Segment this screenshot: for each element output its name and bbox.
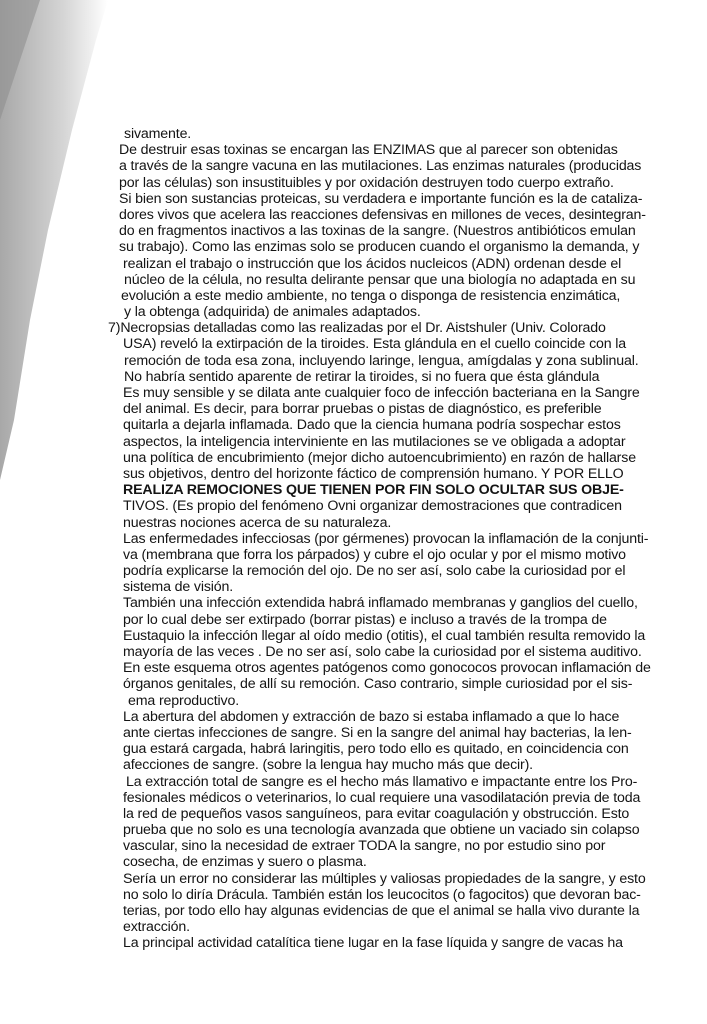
text-line: fesionales médicos o veterinarios, lo cual requiere una vasodilatación previa de toda	[123, 789, 641, 806]
text-line: mayoría de las veces . De no ser así, solo cabe la curiosidad por el sistema auditivo.	[123, 644, 642, 660]
text-line: Sería un error no considerar las múltiples y valiosas propiedades de la sangre, y esto	[123, 870, 646, 887]
text-line: vascular, sino la necesidad de extraer TODA la sangre, no por estudio sino por	[123, 838, 606, 855]
text-line: va (membrana que forra los párpados) y cubre el ojo ocular y por el mismo motivo	[123, 546, 626, 563]
text-line: La abertura del abdomen y extracción de bazo si estaba inflamado a que lo hace	[123, 708, 620, 725]
text-line: Eustaquio la infección llegar al oído medio (otitis), el cual también resulta removido la	[123, 627, 646, 644]
text-line: terias, por todo ello hay algunas evidencias de que el animal se halla vivo durante la	[123, 903, 640, 919]
scanned-page-edge-shadow	[0, 0, 110, 1024]
text-line: núcleo de la célula, no resulta delirante pensar que una biología no adaptada en su	[124, 271, 636, 288]
text-line: La principal actividad catalítica tiene lugar en la fase líquida y sangre de vacas ha	[123, 935, 623, 952]
text-line: Las enfermedades infecciosas (por gérmenes) provocan la inflamación de la conjunti-	[123, 530, 649, 547]
text-line: ante ciertas infecciones de sangre. Si en la sangre del animal hay bacterias, la len-	[123, 724, 632, 741]
text-line: su trabajo). Como las enzimas solo se producen cuando el organismo la demanda, y	[119, 239, 640, 256]
text-line: por lo cual debe ser extirpado (borrar pistas) e incluso a través de la trompa de	[123, 611, 607, 628]
text-line: la red de pequeños vasos sanguíneos, para evitar coagulación y obstrucción. Esto	[123, 805, 630, 822]
text-line: sivamente.	[124, 126, 192, 142]
text-line: realizan el trabajo o instrucción que los ácidos nucleicos (ADN) ordenan desde el	[123, 255, 622, 272]
text-line: del animal. Es decir, para borrar pruebas o pistas de diagnóstico, es preferible	[123, 401, 602, 418]
text-line: La extracción total de sangre es el hecho más llamativo e impactante entre los Pro-	[126, 773, 638, 790]
text-line: por las células) son insustituibles y por oxidación destruyen todo cuerpo extraño.	[119, 174, 614, 191]
text-line: De destruir esas toxinas se encargan las ENZIMAS que al parecer son obtenidas	[119, 142, 618, 159]
text-line: a través de la sangre vacuna en las mutilaciones. Las enzimas naturales (producidas	[119, 158, 642, 175]
text-line: afecciones de sangre. (sobre la lengua hay mucho más que decir).	[123, 757, 533, 774]
text-line: podría explicarse la remoción del ojo. De no ser así, solo cabe la curiosidad por el	[123, 563, 626, 580]
text-line: REALIZA REMOCIONES QUE TIENEN POR FIN SOLO OCULTAR SUS OBJE-	[123, 482, 624, 499]
text-line: TIVOS. (Es propio del fenómeno Ovni organizar demostraciones que contradicen	[123, 498, 622, 515]
text-line: USA) reveló la extirpación de la tiroides. Esta glándula en el cuello coincide con la	[123, 336, 627, 353]
text-line: En este esquema otros agentes patógenos como gonococos provocan inflamación de	[123, 660, 651, 677]
text-line: y la obtenga (adquirida) de animales adaptados.	[124, 304, 421, 321]
text-line: sus objetivos, dentro del horizonte fáctico de comprensión humano. Y POR ELLO	[123, 465, 624, 482]
text-line: No habría sentido aparente de retirar la tiroides, si no fuera que ésta glándula	[124, 368, 600, 385]
document-body	[108, 126, 700, 952]
text-line: evolución a este medio ambiente, no tenga o disponga de resistencia enzimática,	[121, 287, 621, 304]
text-line: prueba que no solo es una tecnología avanzada que obtiene un vaciado sin colapso	[123, 822, 640, 839]
text-line: ema reproductivo.	[128, 692, 240, 709]
text-line: gua estará cargada, habrá laringitis, pero todo ello es quitado, en coincidencia con	[123, 741, 629, 758]
text-line: una política de encubrimiento (mejor dicho autoencubrimiento) en razón de hallarse	[123, 449, 636, 466]
text-line: quitarla a dejarla inflamada. Dado que la ciencia humana podría sospechar estos	[123, 417, 621, 434]
text-line: aspectos, la inteligencia interviniente en las mutilaciones se ve obligada a adoptar	[123, 433, 626, 450]
text-line: do en fragmentos inactivos a las toxinas de la sangre. (Nuestros antibióticos emulan	[119, 223, 636, 240]
text-line: sistema de visión.	[123, 579, 234, 596]
text-line: Si bien son sustancias proteicas, su verdadera e importante función es la de cataliza-	[119, 190, 643, 207]
text-line: dores vivos que acelera las reacciones defensivas en millones de veces, desintegran-	[119, 206, 646, 223]
text-line: También una infección extendida habrá inflamado membranas y ganglios del cuello,	[123, 595, 638, 612]
text-line: órganos genitales, de allí su remoción. Caso contrario, simple curiosidad por el sis-	[123, 676, 633, 693]
text-line: Es muy sensible y se dilata ante cualquier foco de infección bacteriana en la Sangre	[123, 385, 640, 401]
text-line: 7)Necropsias detalladas como las realizadas por el Dr. Aistshuler (Univ. Colorado	[108, 320, 606, 337]
text-line: nuestras nociones acerca de su naturaleza.	[123, 514, 392, 531]
text-line: remoción de toda esa zona, incluyendo laringe, lengua, amígdalas y zona sublinual.	[124, 352, 639, 369]
text-line: cosecha, de enzimas y suero o plasma.	[123, 854, 367, 871]
text-line: no solo lo diría Drácula. También están los leucocitos (o fagocitos) que devoran bac-	[123, 886, 641, 903]
text-line: extracción.	[123, 919, 190, 936]
